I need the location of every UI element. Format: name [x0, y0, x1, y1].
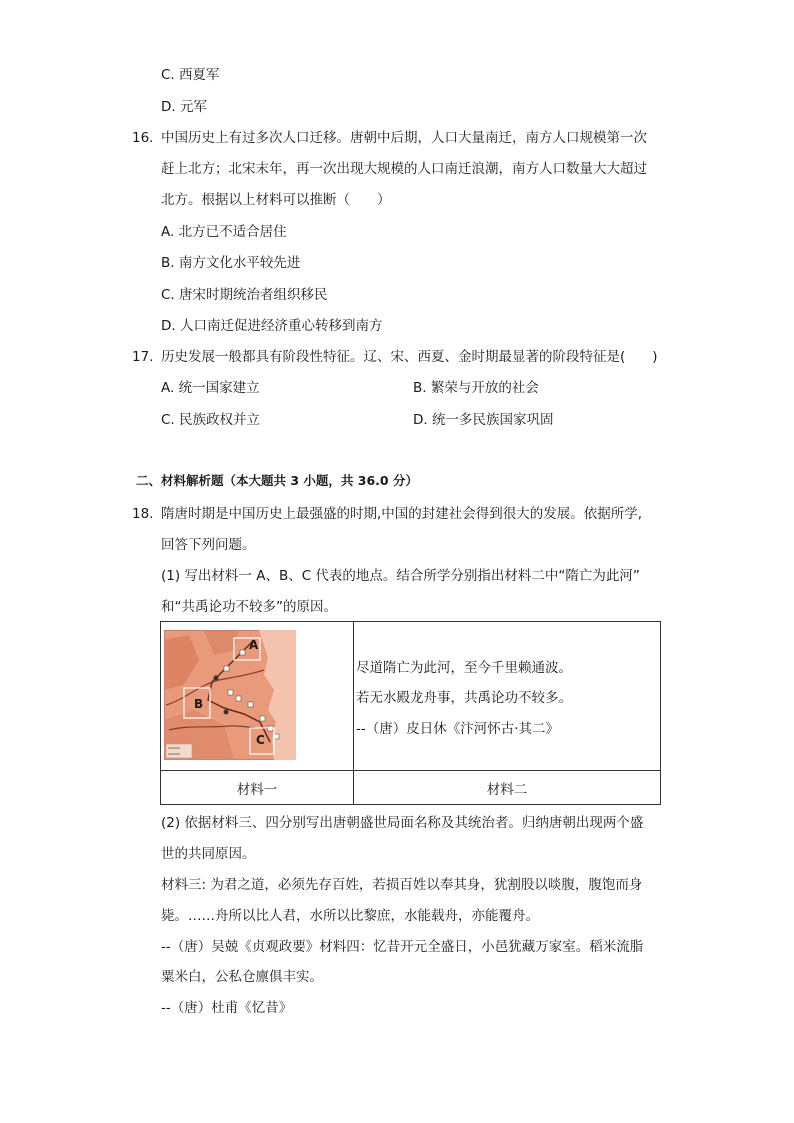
q18-part1-line1: (1) 写出材料一 A、B、C 代表的地点。结合所学分别指出材料二中“隋亡为此河”	[161, 568, 640, 584]
caption-material-one: 材料一	[161, 771, 354, 805]
q18-stem-line2: 回答下列问题。	[161, 537, 256, 553]
q18-number: 18.	[132, 506, 154, 522]
q16-stem-line1: 中国历史上有过多次人口迁移。唐朝中后期，人口大量南迁，南方人口规模第一次	[161, 130, 647, 146]
material-four-line2: 粟米白，公私仓廪俱丰实。	[161, 969, 323, 985]
map-label-c: C	[256, 733, 265, 747]
material-table	[160, 621, 661, 805]
q17-number: 17.	[132, 349, 154, 365]
q16-option-a: A. 北方已不适合居住	[161, 224, 287, 240]
q17-option-c: C. 民族政权并立	[161, 412, 261, 428]
q16-option-c: C. 唐宋时期统治者组织移民	[161, 287, 328, 303]
q16-stem-line3: 北方。根据以上材料可以推断（ ）	[161, 192, 391, 208]
material-one-map-cell	[161, 622, 354, 771]
q16-stem-line2: 赶上北方；北宋末年，再一次出现大规模的人口南迁浪潮，南方人口数量大大超过	[161, 161, 647, 177]
section2-heading: 二、材料解析题（本大题共 3 小题，共 36.0 分）	[136, 473, 418, 488]
material-three-line2: 毙。……舟所以比人君，水所以比黎庶，水能载舟，亦能覆舟。	[161, 908, 539, 924]
q18-part2-line2: 世的共同原因。	[161, 846, 256, 862]
q17-option-d: D. 统一多民族国家巩固	[413, 412, 554, 428]
material-two-poem-cell	[354, 622, 661, 771]
q18-stem-line1: 隋唐时期是中国历史上最强盛的时期,中国的封建社会得到很大的发展。依据所学,	[161, 506, 643, 522]
material-three-line1: 材料三: 为君之道，必须先存百姓，若损百姓以奉其身，犹割股以啖腹，腹饱而身	[161, 877, 643, 893]
q15-option-d: D. 元军	[161, 99, 207, 115]
grand-canal-map	[164, 630, 296, 760]
material-four-source: --（唐）杜甫《忆昔》	[161, 1000, 293, 1016]
q18-part2-line1: (2) 依据材料三、四分别写出唐朝盛世局面名称及其统治者。归纳唐朝出现两个盛	[161, 815, 644, 831]
q17-option-b: B. 繁荣与开放的社会	[413, 380, 539, 396]
caption-material-two: 材料二	[354, 771, 661, 805]
map-label-b: B	[194, 697, 204, 711]
q18-part1-line2: 和“共禹论功不较多”的原因。	[161, 599, 337, 615]
q16-number: 16.	[132, 130, 154, 146]
poem-source: --（唐）皮日休《汴河怀古·其二》	[356, 721, 560, 737]
q17-option-a: A. 统一国家建立	[161, 380, 260, 396]
map-label-a: A	[249, 638, 259, 652]
q16-option-b: B. 南方文化水平较先进	[161, 255, 301, 271]
q16-option-d: D. 人口南迁促进经济重心转移到南方	[161, 318, 383, 334]
q17-stem: 历史发展一般都具有阶段性特征。辽、宋、西夏、金时期最显著的阶段特征是( )	[161, 349, 658, 365]
q15-option-c: C. 西夏军	[161, 67, 220, 83]
poem-line-1: 尽道隋亡为此河，至今千里赖通波。	[356, 660, 572, 676]
material-three-source-and-four: --（唐）吴兢《贞观政要》材料四：忆昔开元全盛日，小邑犹藏万家室。稻米流脂	[161, 939, 644, 955]
poem-line-2: 若无水殿龙舟事，共禹论功不较多。	[356, 690, 572, 706]
